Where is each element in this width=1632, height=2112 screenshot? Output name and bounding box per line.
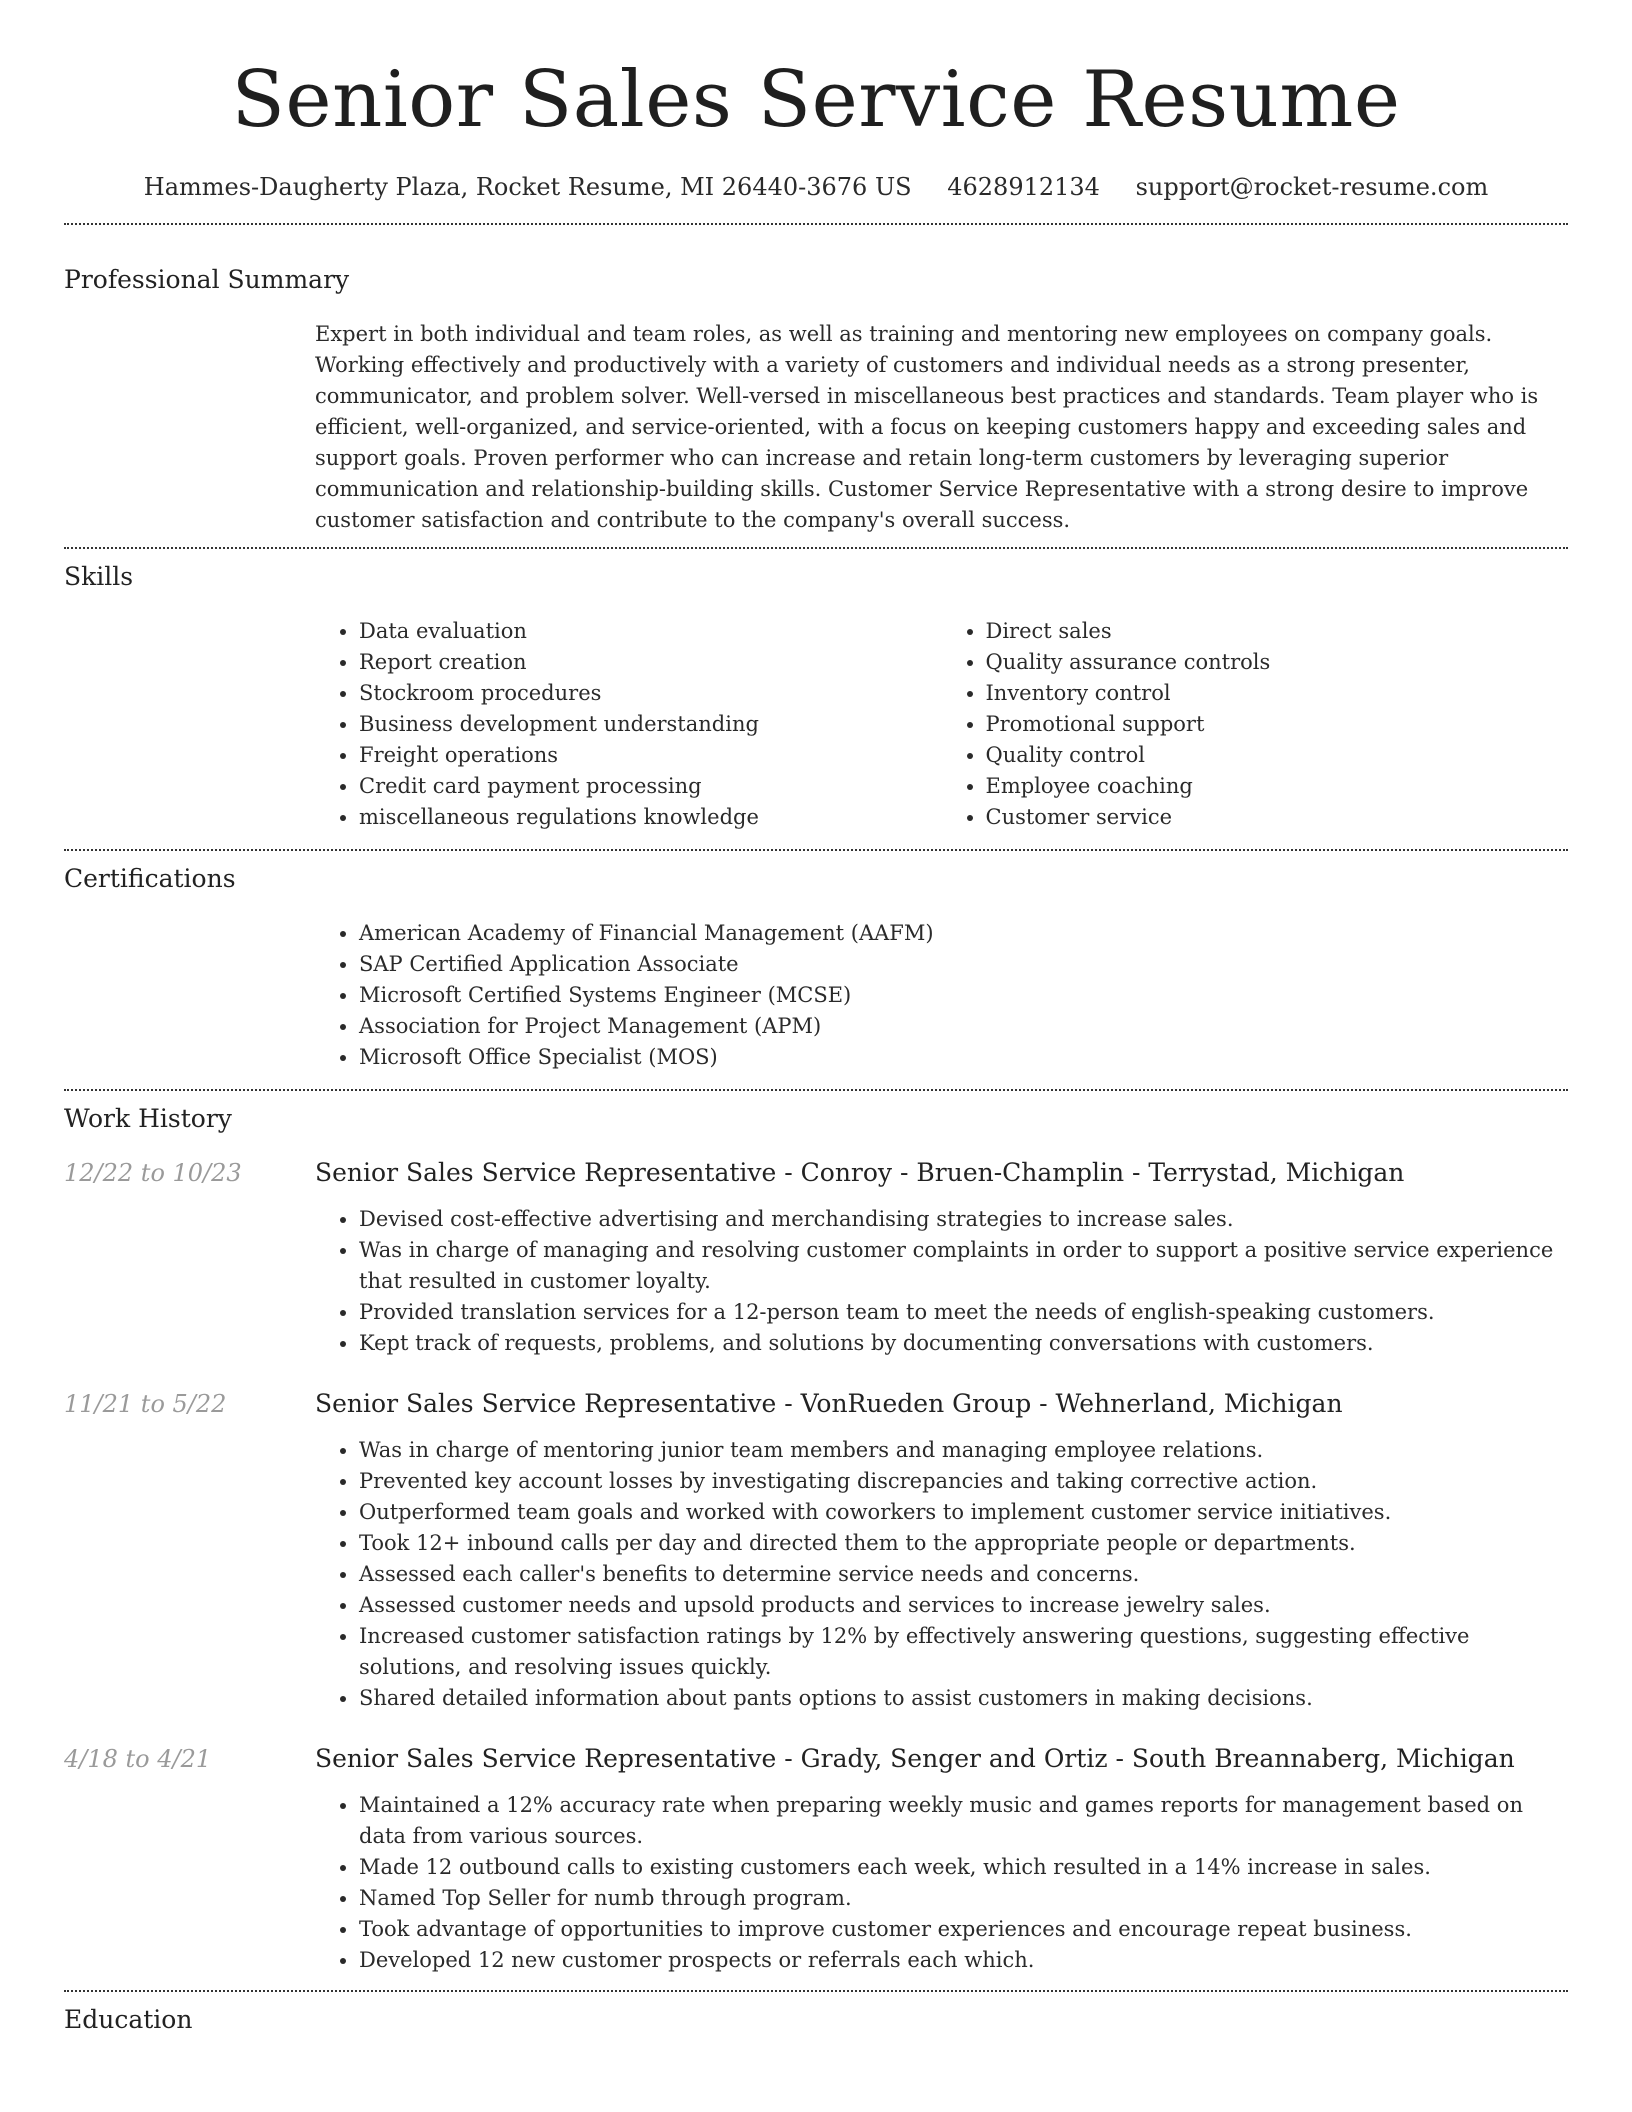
list-item: • Shared detailed information about pants options to assist customers in making decisions. — [359, 1683, 1568, 1714]
list-item: • Was in charge of managing and resolving customer complaints in order to support a positive service experience that resulted in customer loyalty. — [359, 1235, 1568, 1297]
list-item: • Association for Project Management (APM) — [359, 1011, 1568, 1042]
list-item: • Increased customer satisfaction ratings by 12% by effectively answering questions, suggesting effective solutions, and resolving issues quickly. — [359, 1621, 1568, 1683]
list-item: • American Academy of Financial Management (AAFM) — [359, 918, 1568, 949]
list-item: • Freight operations — [359, 740, 942, 771]
certifications-list — [315, 918, 1568, 1073]
contact-line — [64, 170, 1568, 204]
divider — [64, 223, 1568, 225]
list-item: • Assessed customer needs and upsold products and services to increase jewelry sales. — [359, 1590, 1568, 1621]
divider — [64, 1089, 1568, 1091]
job-entry — [64, 1387, 1568, 1714]
list-item: • Outperformed team goals and worked with coworkers to implement customer service initiatives. — [359, 1497, 1568, 1528]
job-dates: 11/21 to 5/22 — [64, 1390, 227, 1418]
job-entry — [64, 1742, 1568, 1976]
list-item: • Employee coaching — [986, 771, 1569, 802]
job-title: Senior Sales Service Representative - Conroy - Bruen-Champlin - Terrystad, Michigan — [315, 1158, 1405, 1187]
contact-phone: 4628912134 — [947, 173, 1100, 201]
list-item: • Developed 12 new customer prospects or referrals each which. — [359, 1945, 1568, 1976]
list-item: • Provided translation services for a 12-person team to meet the needs of english-speaking customers. — [359, 1297, 1568, 1328]
list-item: • Report creation — [359, 647, 942, 678]
job-dates: 4/18 to 4/21 — [64, 1745, 212, 1773]
resume-title: Senior Sales Service Resume — [231, 55, 1401, 145]
list-item: • Business development understanding — [359, 709, 942, 740]
list-item: • Was in charge of mentoring junior team members and managing employee relations. — [359, 1435, 1568, 1466]
skills-column-left — [315, 616, 942, 833]
list-item: • Microsoft Certified Systems Engineer (MCSE) — [359, 980, 1568, 1011]
list-item: • Named Top Seller for numb through program. — [359, 1883, 1568, 1914]
job-title: Senior Sales Service Representative - Grady, Senger and Ortiz - South Breannaberg, Michigan — [315, 1744, 1515, 1773]
list-item: • SAP Certified Application Associate — [359, 949, 1568, 980]
summary-text: Expert in both individual and team roles, as well as training and mentoring new employees on company goals. Working effectively and productively with a variety of customers and individual needs as a strong presenter, communicator, and problem solver. Well-versed in miscellaneous best practices and standards. Team player who is efficient, well-organized, and service-oriented, with a focus on keeping customers happy and exceeding sales and support goals. Proven performer who can increase and retain long-term customers by leveraging superior communication and relationship-building skills. Customer Service Representative with a strong desire to improve customer satisfaction and contribute to the company's overall success. — [315, 322, 1539, 532]
list-item: • Assessed each caller's benefits to determine service needs and concerns. — [359, 1559, 1568, 1590]
section-heading-work-history: Work History — [64, 1104, 232, 1133]
skills-column-right — [942, 616, 1569, 833]
list-item: • Data evaluation — [359, 616, 942, 647]
contact-email: support@rocket-resume.com — [1135, 173, 1489, 201]
section-heading-summary: Professional Summary — [64, 265, 350, 294]
list-item: • Direct sales — [986, 616, 1569, 647]
divider — [64, 1990, 1568, 1992]
contact-address: Hammes-Daugherty Plaza, Rocket Resume, MI 26440-3676 US — [143, 173, 912, 201]
section-heading-certifications: Certifications — [64, 864, 236, 893]
list-item: • Quality control — [986, 740, 1569, 771]
skills-list — [315, 616, 1568, 833]
list-item: • Took advantage of opportunities to improve customer experiences and encourage repeat business. — [359, 1914, 1568, 1945]
section-heading-skills: Skills — [64, 562, 134, 591]
list-item: • Promotional support — [986, 709, 1569, 740]
list-item: • Maintained a 12% accuracy rate when preparing weekly music and games reports for management based on data from various sources. — [359, 1790, 1568, 1852]
list-item: • Credit card payment processing — [359, 771, 942, 802]
divider — [64, 849, 1568, 851]
job-entry — [64, 1156, 1568, 1359]
job-title: Senior Sales Service Representative - VonRueden Group - Wehnerland, Michigan — [315, 1389, 1343, 1418]
resume-page — [64, 0, 1568, 2037]
list-item: • Devised cost-effective advertising and merchandising strategies to increase sales. — [359, 1204, 1568, 1235]
list-item: • Kept track of requests, problems, and solutions by documenting conversations with customers. — [359, 1328, 1568, 1359]
list-item: • Inventory control — [986, 678, 1569, 709]
list-item: • Quality assurance controls — [986, 647, 1569, 678]
list-item: • Made 12 outbound calls to existing customers each week, which resulted in a 14% increase in sales. — [359, 1852, 1568, 1883]
list-item: • Prevented key account losses by investigating discrepancies and taking corrective action. — [359, 1466, 1568, 1497]
section-heading-education: Education — [64, 2005, 193, 2034]
list-item: • Stockroom procedures — [359, 678, 942, 709]
divider — [64, 547, 1568, 549]
list-item: • Microsoft Office Specialist (MOS) — [359, 1042, 1568, 1073]
list-item: • miscellaneous regulations knowledge — [359, 802, 942, 833]
list-item: • Customer service — [986, 802, 1569, 833]
list-item: • Took 12+ inbound calls per day and directed them to the appropriate people or departments. — [359, 1528, 1568, 1559]
job-dates: 12/22 to 10/23 — [64, 1159, 242, 1187]
